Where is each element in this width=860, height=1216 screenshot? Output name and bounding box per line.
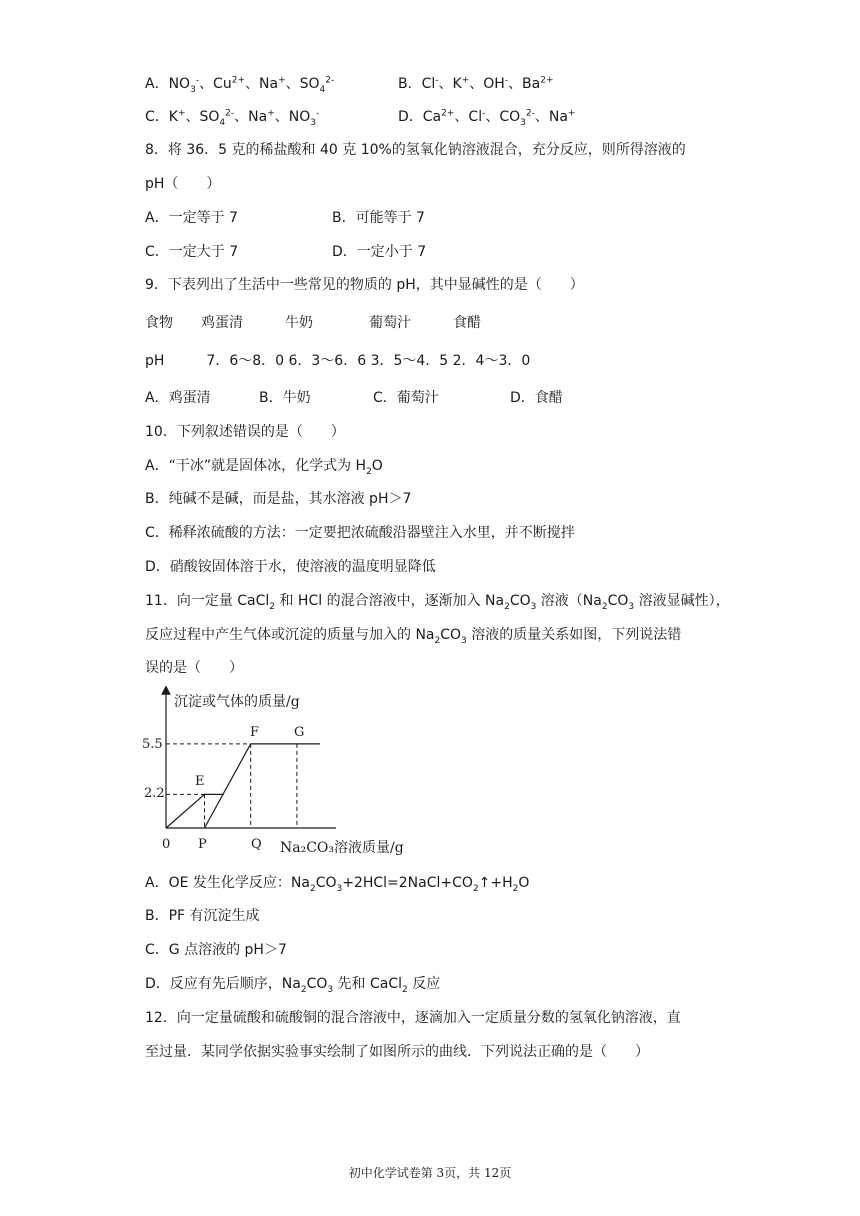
page-footer: 初中化学试卷第 3页，共 12页 [348,1166,512,1180]
point-label-g: G [294,725,305,740]
q11-chart [140,686,430,858]
point-label-e: E [195,774,205,789]
x-axis-label: Na₂CO₃溶液质量/g [280,840,404,856]
q7-option-a: A．$NO_3^-$、$Cu^{2+}$、Na+、$SO_4^{2-}$ [145,75,335,95]
q11-option-a: A．OE 发生化学反应：$Na_2CO_3+2HCl=2NaCl+CO_2↑+H_2O$ [145,875,530,894]
q10-option-c: C．稀释浓硫酸的方法：一定要把浓硫酸沿器壁注入水里，并不断搅拌 [145,525,575,541]
series-line-1 [166,794,224,828]
q9-option-d: D．食醋 [510,390,563,406]
y-axis-label: 沉淀或气体的质量/g [174,694,300,710]
q9-option-c: C．葡萄汁 [373,390,439,406]
y-tick-5-5: 5.5 [142,737,163,752]
x-tick-p: P [198,837,207,852]
q9-stem: 9．下表列出了生活中一些常见的物质的 pH，其中显碱性的是（ ） [145,277,584,293]
chart-guide-lines [166,744,297,828]
y-tick-2-2: 2.2 [144,786,165,801]
q8-option-b: B．可能等于 7 [332,210,425,226]
q7-option-b: B．Cl-、K+、OH-、$Ba^{2+}$ [398,75,554,92]
q12-stem-line-1: 12．向一定量硫酸和硫酸铜的混合溶液中，逐滴加入一定质量分数的氢氧化钠溶液，直 [145,1010,681,1026]
q10-stem: 10．下列叙述错误的是（ ） [145,424,345,440]
point-label-f: F [250,725,260,740]
q7-option-c: C．K+、$SO_4^{2-}$、Na+、$NO_3^-$ [145,108,320,128]
q8-option-d: D．一定小于 7 [332,244,427,260]
q9-table-row-ph: pH 7．6～8．0 6．3～6．6 3．5～4．5 2．4～3．0 [145,353,531,369]
q10-option-b: B．纯碱不是碱，而是盐，其水溶液 pH＞7 [145,491,412,507]
series-line-2 [205,744,321,828]
q9-option-b: B．牛奶 [259,390,311,406]
x-tick-0: 0 [162,837,171,852]
q9-table-row-foods: 食物 鸡蛋清 牛奶 葡萄汁 食醋 [145,315,481,331]
q11-option-d: D．反应有先后顺序，$Na_2CO_3$ 先和 CaCl$_2$ 反应 [145,976,441,995]
q8-stem-line-2: pH（ ） [145,176,221,192]
q11-option-c: C．G 点溶液的 pH＞7 [145,942,287,958]
q11-stem-line-1: 11．向一定量 CaCl$_2$ 和 HCl 的混合溶液中，逐渐加入 $Na_2CO_3$ 溶液（$Na_2CO_3$ 溶液显碱性）， [145,593,730,612]
q10-option-a: A．“干冰”就是固体冰，化学式为 $H_2O$ [145,458,383,477]
q10-option-d: D．硝酸铵固体溶于水，使溶液的温度明显降低 [145,559,436,575]
q12-stem-line-2: 至过量．某同学依据实验事实绘制了如图所示的曲线．下列说法正确的是（ ） [145,1044,649,1060]
q11-option-b: B．PF 有沉淀生成 [145,908,260,924]
x-tick-q: Q [251,837,262,852]
q8-option-c: C．一定大于 7 [145,244,239,260]
q11-stem-line-3: 误的是（ ） [145,660,243,676]
q8-stem-line-1: 8．将 36．5 克的稀盐酸和 40 克 10%的氢氧化钠溶液混合，充分反应，则所得溶液的 [145,142,686,158]
q11-stem-line-2: 反应过程中产生气体或沉淀的质量与加入的 $Na_2CO_3$ 溶液的质量关系如图，下列说法错 [145,627,682,646]
q8-option-a: A．一定等于 7 [145,210,238,226]
q7-option-d: D．$Ca^{2+}$、Cl-、$CO_3^{2-}$、Na+ [398,108,576,128]
q9-option-a: A．鸡蛋清 [145,390,211,406]
